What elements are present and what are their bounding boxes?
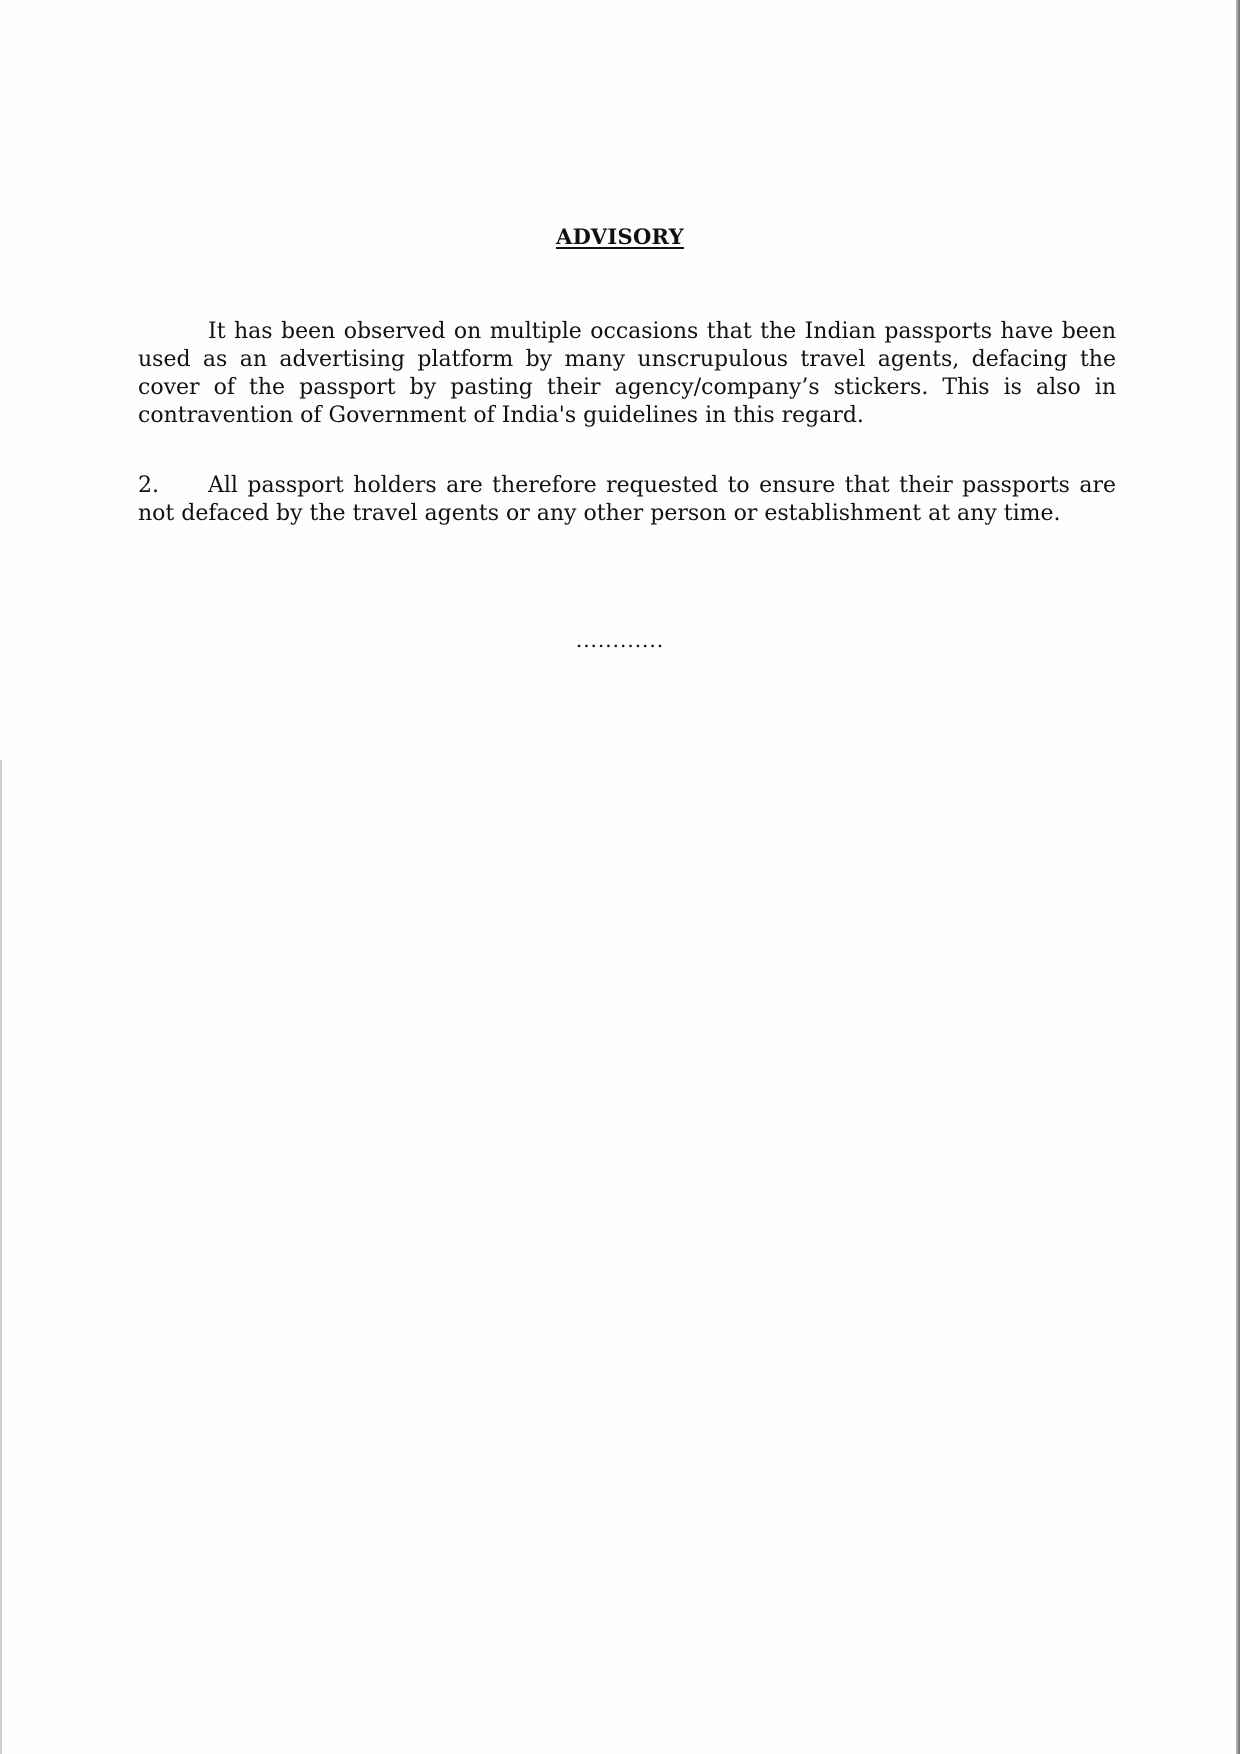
scan-edge-right [1236, 0, 1240, 1754]
paragraph-2-text: All passport holders are therefore requested to ensure that their passports are not defaced by the travel agents or any other person or establishment at any time. [138, 473, 1116, 526]
end-marker: ............ [575, 628, 665, 652]
paragraph-1-text: It has been observed on multiple occasions that the Indian passports have been used as an advertising platform by many unscrupulous travel agents, defacing the cover of the passport by pasting their agency/company’s stickers. This is also in contravention of Government of India's guidelines in this regard. [138, 319, 1116, 428]
paragraph-2-number: 2. [138, 473, 159, 498]
scan-edge-left [0, 760, 2, 1754]
paragraph-2 [138, 472, 1116, 528]
paragraph-1 [138, 318, 1116, 430]
document-title: ADVISORY [556, 224, 684, 249]
